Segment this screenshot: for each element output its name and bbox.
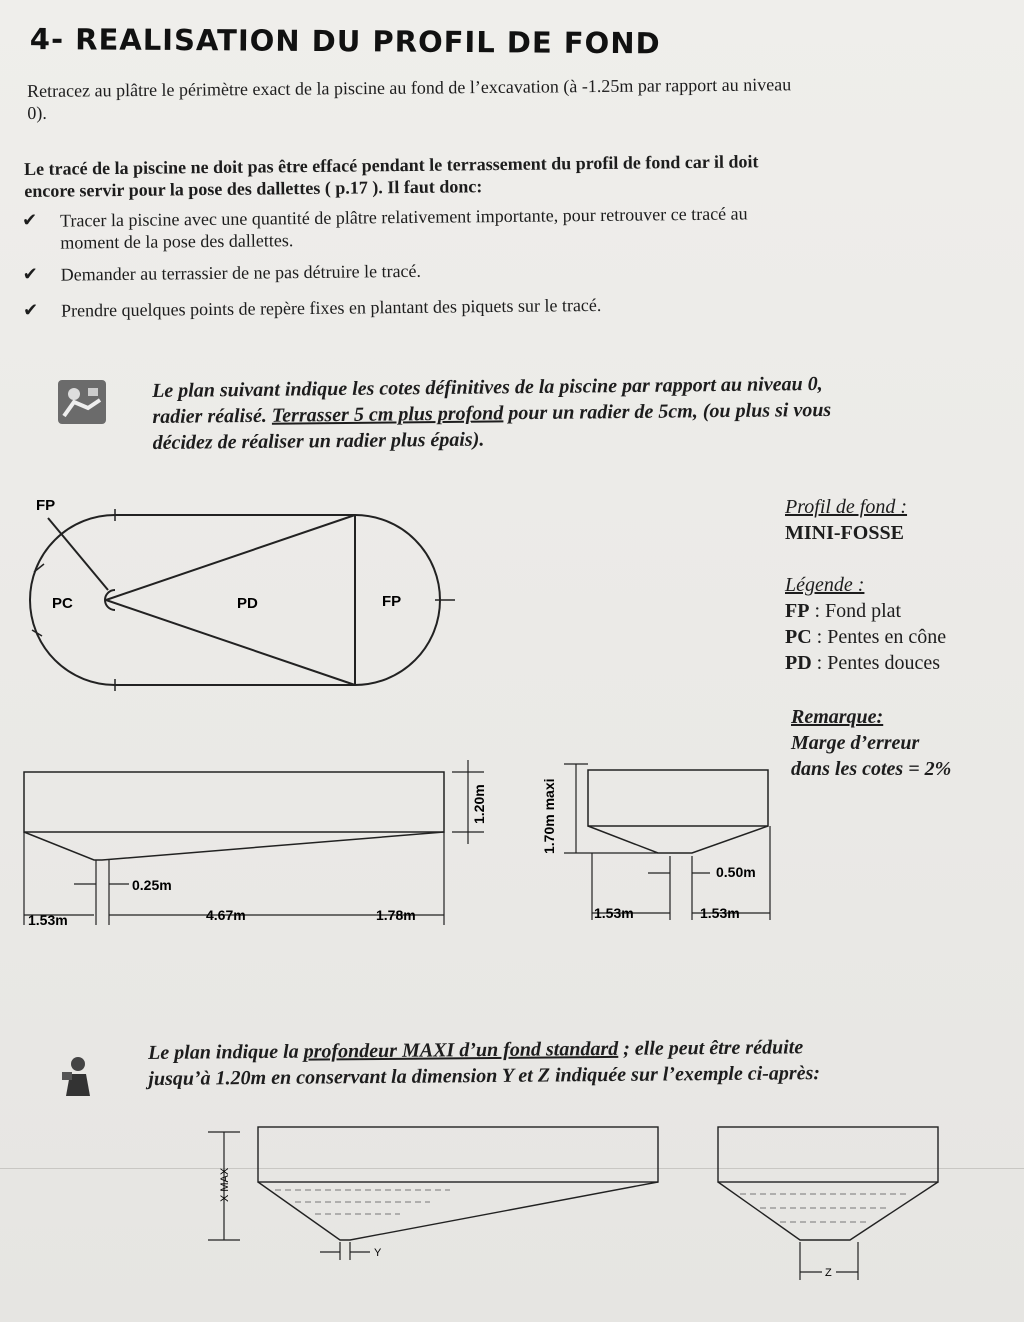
label-fp-top: FP [36, 497, 56, 514]
worker-icon [58, 380, 106, 424]
dim-right-1-53m: 1.53m [700, 905, 740, 921]
legend-text: : Pentes douces [811, 652, 940, 674]
checkmark-icon: ✔ [22, 263, 38, 285]
list-item [23, 290, 973, 322]
pool-outline [30, 515, 440, 685]
legend-item [785, 598, 1005, 624]
profil-name: MINI-FOSSE [785, 522, 904, 544]
warning-paragraph [24, 148, 964, 202]
bullet-1-line-1: Tracer la piscine avec une quantité de plâtre relativement importante, pour retrouver ce tracé au [60, 203, 748, 231]
pd-line-top [106, 515, 355, 600]
bullet-list [22, 200, 973, 322]
warning-line-1: Le tracé de la piscine ne doit pas être effacé pendant le terrassement du profil de fond car il doit [24, 151, 759, 179]
legend-panel [785, 494, 1005, 782]
checkmark-icon: ✔ [22, 209, 38, 231]
bullet-1-line-2: moment de la pose des dallettes. [60, 230, 294, 253]
legend-code: PC [785, 626, 812, 648]
profil-title: Profil de fond : [785, 496, 908, 518]
dim-1-78m: 1.78m [376, 907, 416, 923]
note1-underlined: Terrasser 5 cm plus profond [271, 402, 504, 427]
label-x-max: X MAX [219, 1167, 231, 1202]
legend-item [785, 624, 1005, 650]
remarque-line-2: dans les cotes = 2% [791, 758, 952, 780]
dim-4-67m: 4.67m [206, 907, 246, 923]
note1-line-3: décidez de réaliser un radier plus épais). [152, 428, 485, 454]
list-item [22, 200, 972, 254]
fp-pointer-line [48, 518, 108, 590]
note-depth-maxi [148, 1032, 1008, 1092]
dim-depth-1-20m: 1.20m [471, 784, 487, 824]
longitudinal-section-diagram [14, 760, 504, 935]
list-item [23, 254, 973, 286]
page-title: 4- REALISATION DU PROFIL DE FOND [29, 22, 661, 61]
remarque-title: Remarque: [791, 706, 884, 728]
dim-0-50m: 0.50m [716, 864, 756, 880]
label-z: Z [825, 1267, 832, 1279]
dim-left-1-53m: 1.53m [594, 905, 634, 921]
dim-depth-1-70m-maxi: 1.70m maxi [541, 778, 557, 854]
note1-line-1: Le plan suivant indique les cotes définitives de la piscine par rapport au niveau 0, [152, 372, 823, 402]
note2-line-1-start: Le plan indique la [148, 1040, 304, 1064]
label-y: Y [374, 1247, 382, 1259]
remarque-line-1: Marge d’erreur [791, 732, 920, 754]
label-fp-right: FP [382, 593, 402, 610]
note-plan-dimensions [152, 369, 993, 456]
intro-line-2: 0). [27, 102, 47, 123]
note1-line-2-start: radier réalisé. [152, 404, 272, 428]
legend-code: FP [785, 600, 810, 622]
label-pc: PC [52, 595, 73, 612]
intro-paragraph [27, 72, 967, 124]
label-pd: PD [237, 595, 258, 612]
legend-text: : Fond plat [809, 600, 902, 622]
checkmark-icon: ✔ [22, 299, 39, 321]
warning-line-2: encore servir pour la pose des dallettes ( p.17 ). Il faut donc: [24, 176, 483, 201]
example-cross-section [710, 1122, 950, 1282]
note2-line-1-end: ; elle peut être réduite [618, 1036, 804, 1060]
legend-code: PD [785, 652, 812, 674]
bullet-2-line-1: Demander au terrassier de ne pas détruire le tracé. [60, 260, 422, 285]
worker-tip-icon [58, 1052, 98, 1100]
bullet-3-line-1: Prendre quelques points de repère fixes en plantant des piquets sur le tracé. [60, 294, 602, 321]
legende-title: Légende : [785, 574, 865, 596]
intro-line-1: Retracez au plâtre le périmètre exact de la piscine au fond de l’excavation (à -1.25m par rapport au niveau [27, 74, 792, 101]
dim-0-25m: 0.25m [132, 877, 172, 893]
note2-line-2: jusqu’à 1.20m en conservant la dimension Y et Z indiquée sur l’exemple ci-après: [148, 1062, 821, 1090]
dim-1-53m: 1.53m [28, 912, 68, 928]
pool-plan-diagram [20, 490, 470, 705]
legend-text: : Pentes en cône [811, 626, 947, 648]
note2-underlined: profondeur MAXI d’un fond standard [303, 1037, 619, 1063]
cross-section-diagram [530, 758, 780, 928]
note1-line-2-end: pour un radier de 5cm, (ou plus si vous [503, 398, 832, 425]
pd-line-bottom [106, 600, 355, 685]
example-long-section [200, 1122, 670, 1272]
legend-item [785, 650, 1005, 676]
